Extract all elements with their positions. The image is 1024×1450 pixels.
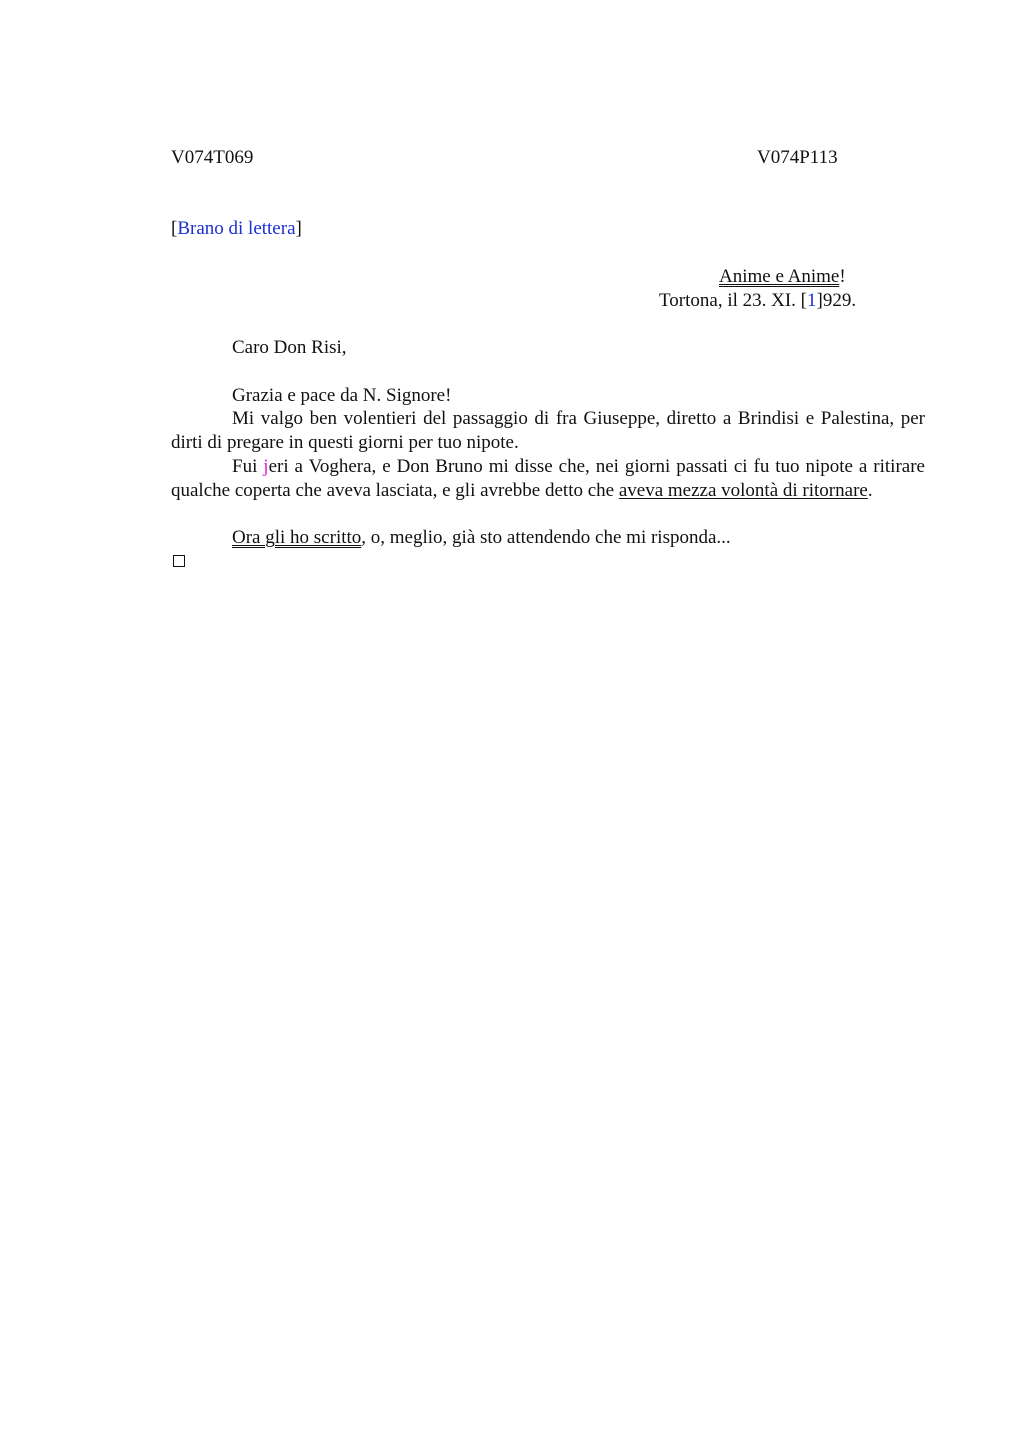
heading-title-text: Anime e Anime [719, 266, 840, 287]
greeting: Grazia e pace da N. Signore! [232, 385, 452, 406]
letter-date [659, 289, 856, 313]
end-square-icon [173, 555, 185, 567]
p3-rest: , o, meglio, già sto attendendo che mi risponda... [361, 527, 731, 548]
paragraph-1: Mi valgo ben volentieri del passaggio di fra Giuseppe, diretto a Brindisi e Palestina, per dirti di pregare in questi giorni per tuo nipote. [171, 408, 925, 453]
p3-underlined: Ora gli ho scritto [232, 527, 362, 548]
p2-mid: eri a Voghera, e Don Bruno mi disse che, nei giorni passati ci fu tuo nipote a ritirare qualche coperta che aveva lasciata, e gli avrebbe detto che [171, 456, 925, 501]
document-code-right: V074P113 [757, 147, 838, 168]
paragraph-3 [171, 526, 925, 550]
p2-underlined: aveva mezza volontà di ritornare [618, 480, 868, 501]
date-prefix: Tortona, il 23. XI. [ [659, 290, 808, 311]
p2-end: . [867, 480, 873, 501]
heading-title-punct: ! [839, 266, 846, 287]
p2-mark: j [263, 456, 269, 477]
date-insert: 1 [807, 290, 817, 311]
paragraph-2 [171, 455, 925, 503]
section-label [171, 217, 302, 241]
section-bracket-open: [ [171, 218, 178, 239]
date-suffix: ]929. [816, 290, 857, 311]
section-title: Brano di lettera [177, 218, 296, 239]
p2-start: Fui [232, 456, 264, 477]
document-code-left: V074T069 [171, 147, 254, 168]
section-bracket-close: ] [295, 218, 302, 239]
letter-heading-title [719, 265, 846, 289]
salutation: Caro Don Risi, [232, 337, 347, 358]
